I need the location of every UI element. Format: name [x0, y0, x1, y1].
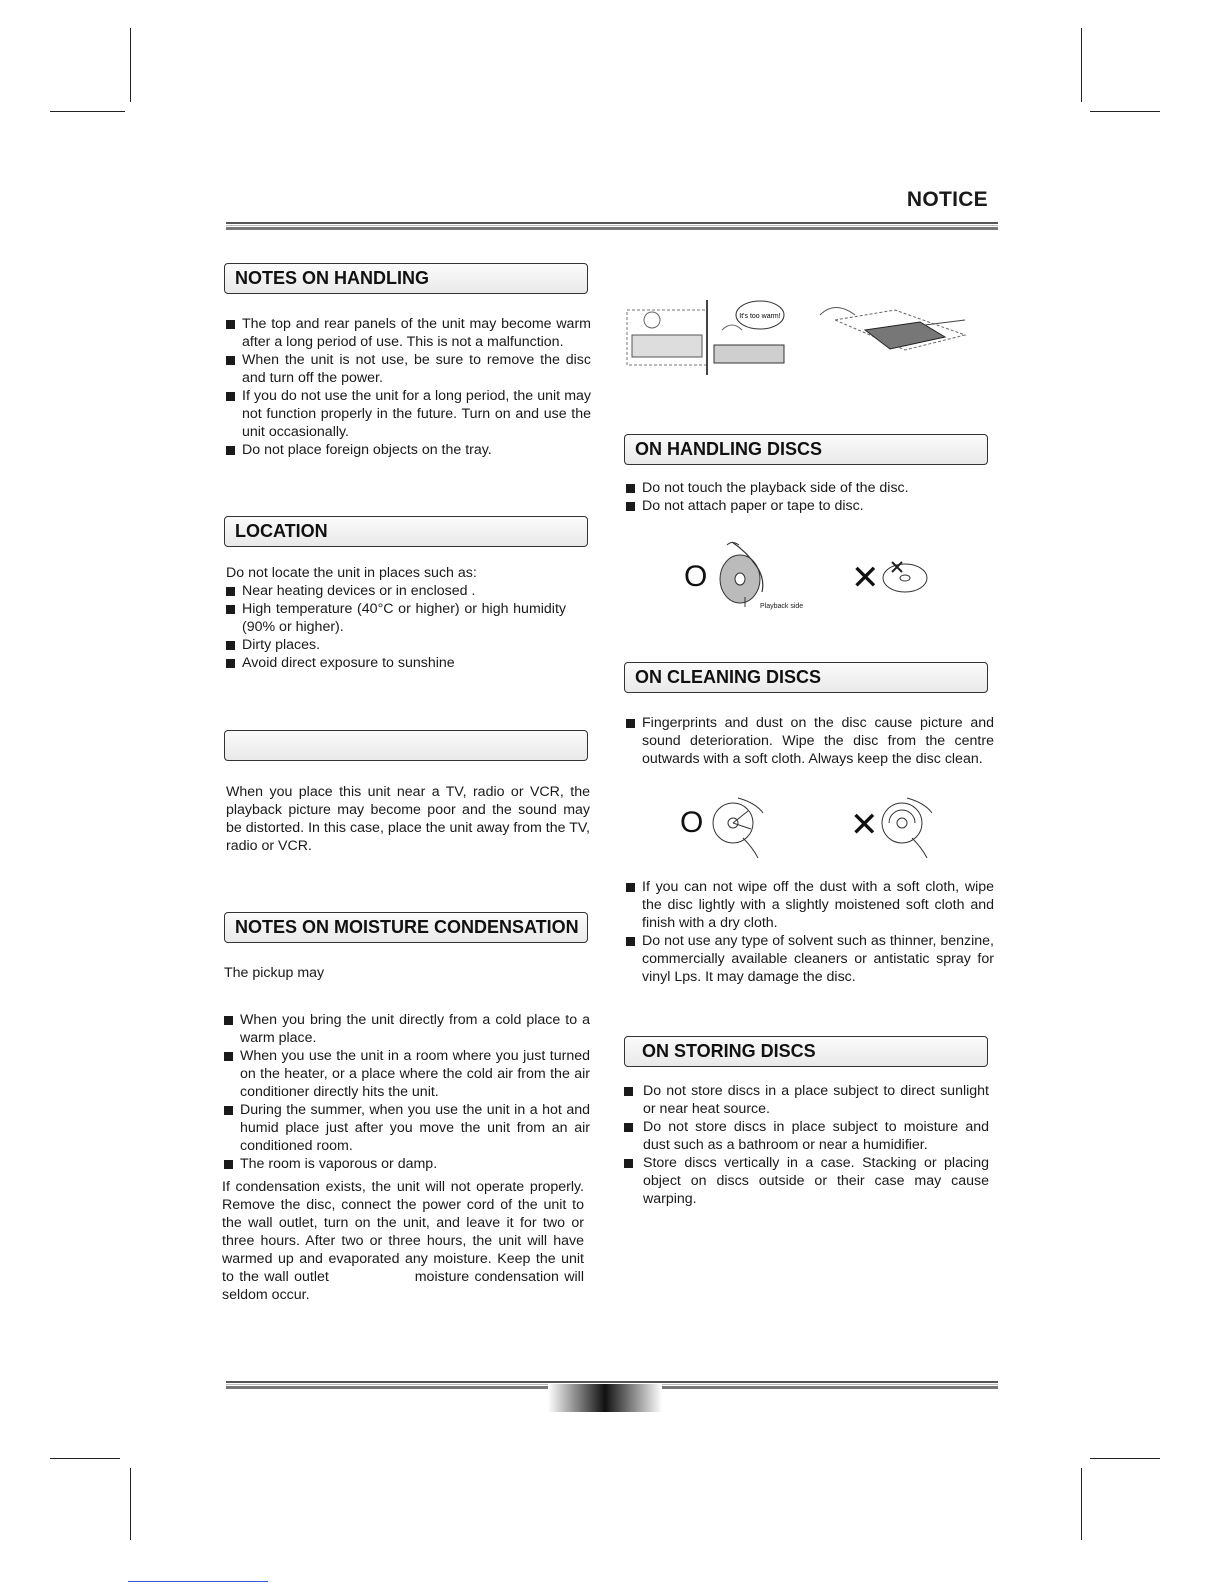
list-item: During the summer, when you use the unit in a hot and humid place just after you move the unit from an air conditioned room.: [224, 1101, 590, 1155]
list-item: Do not attach paper or tape to disc.: [626, 497, 994, 515]
handling-list: [226, 315, 591, 459]
storing-discs-list: [624, 1082, 989, 1208]
list-item: Store discs vertically in a case. Stacking or placing object on discs outside or their case may cause warping.: [624, 1154, 989, 1208]
list-item: Avoid direct exposure to sunshine: [226, 654, 566, 672]
section-heading-handling-discs: ON HANDLING DISCS: [624, 434, 988, 465]
location-body: [226, 564, 566, 672]
list-item: Do not store discs in place subject to moisture and dust such as a bathroom or near a humidifier.: [624, 1118, 989, 1154]
list-item: When the unit is not use, be sure to remove the disc and turn off the power.: [226, 351, 591, 387]
wrong-mark-icon: ✕: [851, 559, 880, 597]
section-heading-location: LOCATION: [224, 516, 588, 547]
crop-mark: [50, 1458, 120, 1459]
interference-body: [226, 783, 590, 855]
moisture-intro: The pickup may: [224, 965, 325, 981]
list-item: Do not place foreign objects on the tray.: [226, 441, 591, 459]
playback-side-label: Playback side: [760, 603, 804, 610]
list-item: If you can not wipe off the dust with a soft cloth, wipe the disc lightly with a slightly moistened soft cloth and finish with a dry cloth.: [626, 878, 994, 932]
handling-discs-list: [626, 479, 994, 515]
section-heading-moisture: NOTES ON MOISTURE CONDENSATION: [224, 912, 588, 943]
bubble-text: It's too warm!: [739, 313, 781, 320]
moisture-closing: [222, 1178, 648, 1304]
crop-mark: [50, 111, 125, 112]
disc-tray-illustration: [815, 295, 985, 370]
hand-holding-disc-icon: [712, 537, 772, 609]
list-item: When you use the unit in a room where you just turned on the heater, or a place where the cold air from the air conditioner directly hits the unit.: [224, 1047, 590, 1101]
crop-mark: [1081, 28, 1082, 102]
link-underline: [128, 1581, 268, 1582]
crop-mark: [1081, 1468, 1082, 1540]
location-intro: Do not locate the unit in places such as:: [226, 565, 477, 581]
page-title: NOTICE: [906, 188, 988, 211]
section-heading-storing-discs: ON STORING DISCS: [624, 1036, 988, 1067]
moisture-closing-text: If condensation exists, the unit will not operate properly. Remove the disc, connect the power cord of the unit to the wall outlet, turn on the unit, and leave it for two or three hours. After two or three hours, the unit will have warmed up and evaporated any moisture. Keep the unit to the wall outlet moisture condensation will seldom occur.: [222, 1179, 648, 1303]
cleaning-discs-list-top: [626, 714, 994, 768]
crop-mark: [130, 1468, 131, 1540]
list-item: Dirty places.: [226, 636, 566, 654]
warm-unit-illustration: [622, 290, 797, 380]
list-item: High temperature (40°C or higher) or high humidity (90% or higher).: [226, 600, 566, 636]
list-item: The top and rear panels of the unit may become warm after a long period of use. This is not a malfunction.: [226, 315, 591, 351]
list-item: Do not touch the playback side of the disc.: [626, 479, 994, 497]
disc-with-tape-icon: [880, 558, 930, 596]
list-item: When you bring the unit directly from a cold place to a warm place.: [224, 1011, 590, 1047]
section-heading-interference: [224, 730, 588, 761]
list-item: Fingerprints and dust on the disc cause picture and sound deterioration. Wipe the disc from the centre outwards with a soft cloth. Always keep the disc clean.: [626, 714, 994, 768]
correct-mark-icon: O: [680, 806, 704, 839]
cleaning-discs-list-bottom: [626, 878, 994, 986]
list-item: The room is vaporous or damp.: [224, 1155, 590, 1173]
interference-text: When you place this unit near a TV, radio or VCR, the playback picture may become poor and the sound may be distorted. In this case, place the unit away from the TV, radio or VCR.: [226, 784, 590, 854]
correct-mark-icon: O: [684, 560, 708, 593]
moisture-list: [224, 1011, 590, 1173]
crop-mark: [1090, 1458, 1160, 1459]
section-heading-handling: NOTES ON HANDLING: [224, 263, 588, 294]
section-heading-cleaning-discs: ON CLEANING DISCS: [624, 662, 988, 693]
list-item: If you do not use the unit for a long period, the unit may not function properly in the future. Turn on and use the unit occasionally.: [226, 387, 591, 441]
header-rule: [226, 222, 998, 230]
wipe-radially-icon: [708, 793, 768, 858]
page-number-tab: [548, 1384, 662, 1412]
crop-mark: [130, 28, 131, 102]
list-item: Do not store discs in a place subject to direct sunlight or near heat source.: [624, 1082, 989, 1118]
wrong-mark-icon: ✕: [850, 806, 879, 844]
list-item: Near heating devices or in enclosed .: [226, 582, 566, 600]
list-item: Do not use any type of solvent such as thinner, benzine, commercially available cleaners or antistatic spray for vinyl Lps. It may damage the disc.: [626, 932, 994, 986]
crop-mark: [1090, 111, 1160, 112]
wipe-circular-icon: [877, 793, 937, 858]
